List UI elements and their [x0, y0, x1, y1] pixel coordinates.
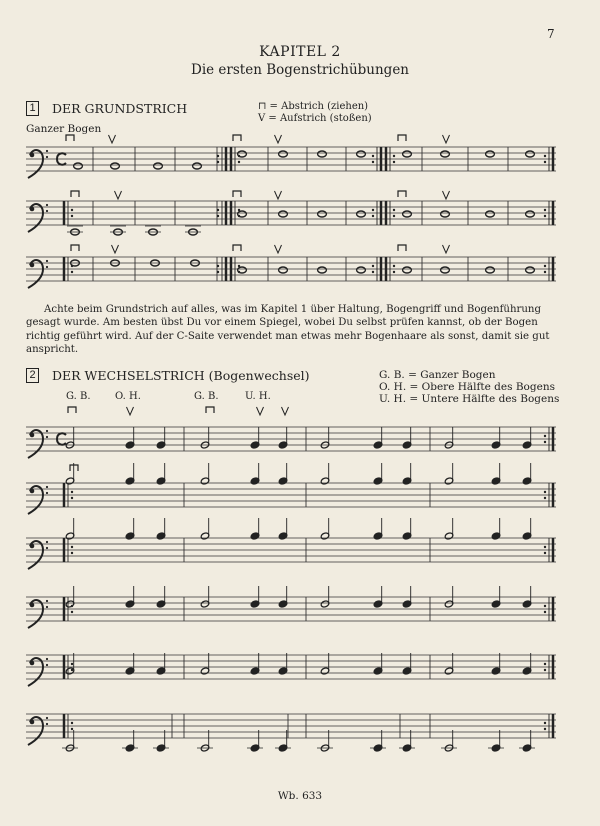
- downbow-icon: [68, 407, 76, 413]
- repeat-dot: [71, 546, 73, 548]
- whole-note: [154, 163, 163, 169]
- repeat-dot: [217, 265, 219, 267]
- bass-clef-icon: [46, 723, 48, 725]
- repeat-dot: [372, 265, 374, 267]
- whole-note: [357, 151, 366, 157]
- upbow-icon: [275, 245, 282, 253]
- repeat-dot: [217, 209, 219, 211]
- repeat-dot: [217, 271, 219, 273]
- whole-note: [403, 151, 412, 157]
- section-1-title: DER GRUNDSTRICH: [52, 101, 188, 116]
- repeat-dot: [544, 155, 546, 157]
- upbow-icon: [127, 407, 134, 415]
- repeat-dot: [544, 491, 546, 493]
- ganzer-bogen-label: Ganzer Bogen: [26, 123, 102, 135]
- abbreviation-oh: O. H. = Obere Hälfte des Bogens: [379, 381, 555, 393]
- bass-clef-icon: [30, 544, 35, 549]
- bass-clef-icon: [46, 600, 48, 602]
- whole-note: [193, 163, 202, 169]
- whole-note: [279, 151, 288, 157]
- bow-label: U. H.: [245, 391, 271, 402]
- downbow-icon: [66, 135, 74, 141]
- repeat-dot: [544, 435, 546, 437]
- whole-note: [441, 267, 450, 273]
- repeat-dot: [393, 265, 395, 267]
- repeat-dot: [71, 728, 73, 730]
- repeat-dot: [544, 441, 546, 443]
- whole-note: [486, 211, 495, 217]
- repeat-dot: [393, 209, 395, 211]
- section-2-number: 2: [26, 368, 39, 383]
- repeat-dot: [544, 611, 546, 613]
- bass-clef-icon: [46, 717, 48, 719]
- bass-clef-icon: [46, 430, 48, 432]
- downbow-icon: [398, 191, 406, 197]
- upbow-icon: [257, 407, 264, 415]
- footer-catalog-number: Wb. 633: [277, 790, 323, 802]
- repeat-dot: [393, 155, 395, 157]
- whole-note: [318, 267, 327, 273]
- upbow-icon: [443, 135, 450, 143]
- whole-note: [357, 267, 366, 273]
- whole-note: [526, 267, 535, 273]
- upbow-icon: [275, 191, 282, 199]
- repeat-dot: [544, 722, 546, 724]
- repeat-dot: [544, 669, 546, 671]
- bass-clef-icon: [30, 207, 35, 212]
- repeat-dot: [372, 215, 374, 217]
- legend-upbow: V = Aufstrich (stoßen): [258, 113, 372, 124]
- bass-clef-icon: [30, 720, 35, 725]
- bass-clef-icon: [30, 603, 35, 608]
- downbow-icon: [233, 191, 241, 197]
- repeat-dot: [544, 663, 546, 665]
- repeat-dot: [71, 552, 73, 554]
- repeat-dot: [372, 161, 374, 163]
- repeat-dot: [71, 491, 73, 493]
- bass-clef-icon: [46, 492, 48, 494]
- downbow-icon: [71, 191, 79, 197]
- whole-note: [441, 151, 450, 157]
- repeat-dot: [372, 155, 374, 157]
- upbow-icon: [443, 245, 450, 253]
- repeat-dot: [544, 546, 546, 548]
- repeat-dot: [393, 161, 395, 163]
- bass-clef-icon: [46, 541, 48, 543]
- repeat-dot: [71, 271, 73, 273]
- repeat-dot: [544, 552, 546, 554]
- upbow-icon: [112, 245, 119, 253]
- chapter-title: KAPITEL 2: [259, 44, 341, 60]
- whole-note: [486, 267, 495, 273]
- repeat-dot: [71, 663, 73, 665]
- repeat-dot: [393, 271, 395, 273]
- bass-clef-icon: [46, 658, 48, 660]
- bass-clef-icon: [30, 263, 35, 268]
- bass-clef-icon: [46, 547, 48, 549]
- bow-label: O. H.: [115, 391, 141, 402]
- bass-clef-icon: [46, 156, 48, 158]
- repeat-dot: [71, 215, 73, 217]
- repeat-dot: [217, 161, 219, 163]
- downbow-icon: [233, 135, 241, 141]
- whole-note: [441, 211, 450, 217]
- bass-clef-icon: [30, 153, 35, 158]
- repeat-dot: [544, 728, 546, 730]
- downbow-icon: [398, 135, 406, 141]
- bass-clef-icon: [46, 266, 48, 268]
- bass-clef-icon: [30, 433, 35, 438]
- bass-clef-icon: [46, 260, 48, 262]
- repeat-dot: [71, 209, 73, 211]
- bass-clef-icon: [46, 150, 48, 152]
- legend-downbow: ⊓ = Abstrich (ziehen): [258, 101, 369, 112]
- bass-clef-icon: [30, 661, 35, 666]
- whole-note: [357, 211, 366, 217]
- whole-note: [526, 151, 535, 157]
- repeat-dot: [393, 215, 395, 217]
- repeat-dot: [544, 215, 546, 217]
- section-2-title: DER WECHSELSTRICH (Bogenwechsel): [52, 368, 310, 383]
- whole-note: [238, 151, 247, 157]
- bow-label: G. B.: [66, 391, 91, 402]
- repeat-dot: [372, 271, 374, 273]
- whole-note: [74, 163, 83, 169]
- abbreviation-gb: G. B. = Ganzer Bogen: [379, 369, 496, 381]
- upbow-icon: [275, 135, 282, 143]
- whole-note: [279, 211, 288, 217]
- bow-label: G. B.: [194, 391, 219, 402]
- chapter-subtitle: Die ersten Bogenstrichübungen: [191, 62, 409, 78]
- section-1-number: 1: [26, 101, 39, 116]
- bass-clef-icon: [46, 436, 48, 438]
- downbow-icon: [398, 245, 406, 251]
- downbow-icon: [71, 245, 79, 251]
- instruction-paragraph: Achte beim Grundstrich auf alles, was im Kapitel 1 über Haltung, Bogengriff und Bogenführung gesagt wurde. Am besten übst Du vor einem Spiegel, wobei Du selbst prüfen kannst, ob der Bogen richtig geführt wird. Auf der C-Saite verwendet man etwas mehr Bogenhaare als sonst, damit sie gut anspricht.: [26, 304, 550, 355]
- downbow-icon: [206, 407, 214, 413]
- whole-note: [403, 211, 412, 217]
- repeat-dot: [544, 161, 546, 163]
- abbreviation-uh: U. H. = Untere Hälfte des Bogens: [379, 393, 560, 405]
- whole-note: [486, 151, 495, 157]
- bass-clef-icon: [46, 210, 48, 212]
- repeat-dot: [217, 155, 219, 157]
- downbow-icon: [233, 245, 241, 251]
- bass-clef-icon: [46, 606, 48, 608]
- bass-clef-icon: [46, 204, 48, 206]
- whole-note: [111, 163, 120, 169]
- repeat-dot: [372, 209, 374, 211]
- whole-note: [526, 211, 535, 217]
- bass-clef-icon: [46, 664, 48, 666]
- repeat-dot: [544, 271, 546, 273]
- bass-clef-icon: [30, 489, 35, 494]
- repeat-dot: [71, 497, 73, 499]
- repeat-dot: [544, 605, 546, 607]
- upbow-icon: [282, 407, 289, 415]
- whole-note: [279, 267, 288, 273]
- whole-note: [238, 211, 247, 217]
- repeat-dot: [71, 722, 73, 724]
- repeat-dot: [544, 209, 546, 211]
- upbow-icon: [443, 191, 450, 199]
- repeat-dot: [544, 265, 546, 267]
- upbow-icon: [109, 135, 116, 143]
- upbow-icon: [115, 191, 122, 199]
- whole-note: [238, 267, 247, 273]
- repeat-dot: [544, 497, 546, 499]
- whole-note: [318, 151, 327, 157]
- page-number: 7: [547, 27, 555, 41]
- repeat-dot: [71, 611, 73, 613]
- bass-clef-icon: [46, 486, 48, 488]
- repeat-dot: [217, 215, 219, 217]
- whole-note: [403, 267, 412, 273]
- whole-note: [318, 211, 327, 217]
- repeat-dot: [238, 161, 240, 163]
